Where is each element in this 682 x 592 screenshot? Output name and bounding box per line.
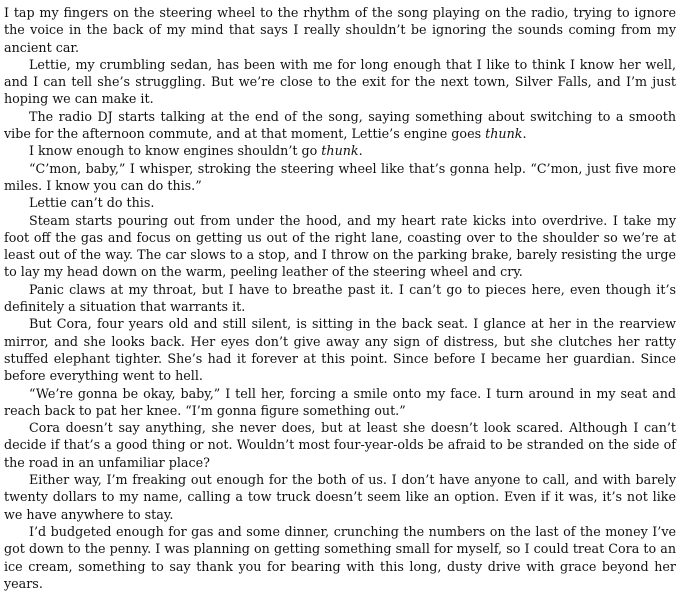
- emphasized-text: thunk: [485, 126, 523, 142]
- paragraph: [4, 4, 676, 56]
- text-run: Lettie can’t do this.: [29, 195, 155, 211]
- paragraph: [4, 385, 676, 420]
- text-run: But Cora, four years old and still silent, is sitting in the back seat. I glance at her in the rearview mirror, and she looks back. Her eyes don’t give away any sign of distress, but she clutches her ratty stuffed elephant tighter. She’s had it forever at this point. Since before I became her guardian. Since before everything went to hell.: [4, 316, 676, 384]
- text-run: I’d budgeted enough for gas and some dinner, crunching the numbers on the last of the money I’ve got down to the penny. I was planning on getting something small for myself, so I could treat Cora to an ice cream, something to say thank you for bearing with this long, dusty drive with grace beyond her years.: [4, 523, 676, 591]
- paragraph: [4, 523, 676, 592]
- text-run: Either way, I’m freaking out enough for the both of us. I don’t have anyone to call, and with barely twenty dollars to my name, calling a tow truck doesn’t seem like an option. Even if it was, it’s not like we have anywhere to stay.: [4, 472, 676, 522]
- text-run: Lettie, my crumbling sedan, has been with me for long enough that I like to think I know her well, and I can tell she’s struggling. But we’re close to the exit for the next town, Silver Falls, and I’m just hoping we can make it.: [4, 56, 676, 107]
- text-run: The radio DJ starts talking at the end of the song, saying something about switching to a smooth vibe for the afternoon commute, and at that moment, Lettie’s engine goes: [4, 108, 676, 142]
- paragraph: [4, 281, 676, 316]
- text-run: I know enough to know engines shouldn’t go: [29, 143, 322, 159]
- text-run: “C’mon, baby,” I whisper, stroking the steering wheel like that’s gonna help. “C’mon, just five more miles. I know you can do this.”: [4, 160, 676, 193]
- text-run: I tap my fingers on the steering wheel to the rhythm of the song playing on the radio, trying to ignore the voice in the back of my mind that says I really shouldn’t be ignoring the sounds coming from my ancient car.: [4, 5, 676, 55]
- paragraph: [4, 471, 676, 523]
- paragraph: [4, 315, 676, 384]
- text-run: .: [358, 143, 363, 159]
- text-run: Cora doesn’t say anything, she never does, but at least she doesn’t look scared. Although I can’t decide if that’s a good thing or not. Wouldn’t most four-year-olds be afraid to be stranded on the side of the road in an unfamiliar place?: [4, 420, 676, 470]
- text-run: .: [522, 126, 527, 142]
- text-run: Steam starts pouring out from under the hood, and my heart rate kicks into overdrive. I take my foot off the gas and focus on getting us out of the right lane, coasting over to the shoulder so we’re at least out of the way. The car slows to a stop, and I throw on the parking brake, barely resisting the urge to lay my head down on the warm, peeling leather of the steering wheel and cry.: [4, 212, 676, 280]
- text-run: “We’re gonna be okay, baby,” I tell her, forcing a smile onto my face. I turn around in my seat and reach back to pat her knee. “I’m gonna figure something out.”: [4, 385, 676, 418]
- paragraph: [4, 142, 676, 159]
- paragraph: [4, 56, 676, 108]
- paragraph: [4, 419, 676, 471]
- paragraph: [4, 212, 676, 281]
- paragraph: [4, 108, 676, 143]
- paragraph: [4, 194, 676, 211]
- paragraph: [4, 160, 676, 195]
- emphasized-text: thunk: [321, 143, 359, 159]
- text-run: Panic claws at my throat, but I have to breathe past it. I can’t go to pieces here, even though it’s definitely a situation that warrants it.: [4, 281, 676, 315]
